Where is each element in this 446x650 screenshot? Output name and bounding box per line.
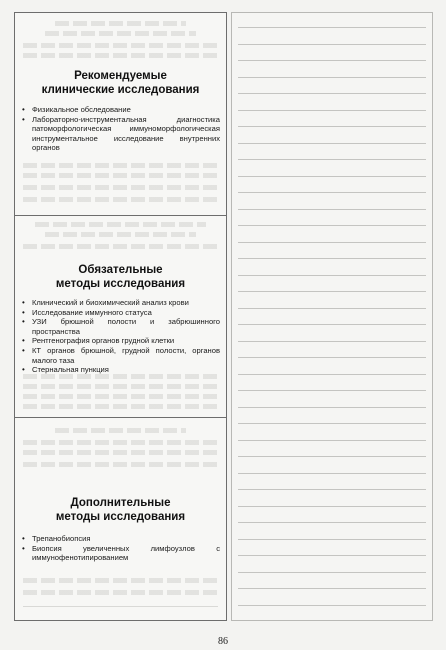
ruled-line: [238, 308, 426, 309]
show-through-text: [35, 222, 206, 227]
list-item: • Биопсия увеличенных лимфоузлов с иммунофенотипированием: [32, 544, 220, 563]
ruled-line: [238, 44, 426, 45]
ruled-line: [238, 324, 426, 325]
ruled-line: [238, 440, 426, 441]
show-through-text: [23, 43, 218, 48]
ruled-line: [238, 555, 426, 556]
list-item: • Трепанобиопсия: [32, 534, 220, 544]
ruled-line: [238, 341, 426, 342]
ruled-line: [238, 291, 426, 292]
list-item: • Стернальная пункция: [32, 365, 220, 375]
show-through-text: [23, 394, 218, 399]
ruled-line: [238, 374, 426, 375]
show-through-text: [23, 384, 218, 389]
ruled-line: [238, 473, 426, 474]
ruled-line: [238, 407, 426, 408]
ruled-line: [238, 423, 426, 424]
ruled-line: [238, 242, 426, 243]
ruled-line: [238, 572, 426, 573]
ruled-line: [238, 176, 426, 177]
card-title-line1: Рекомендуемые: [74, 70, 167, 82]
show-through-text: [23, 578, 218, 583]
card-recommended-clinical-studies: [15, 13, 226, 216]
ruled-line: [238, 192, 426, 193]
ruled-line: [238, 588, 426, 589]
card-list: [15, 298, 226, 375]
list-item: • УЗИ брюшной полости и забрюшинного пространства: [32, 317, 220, 336]
show-through-text: [45, 232, 196, 237]
ruled-line: [238, 506, 426, 507]
ruled-line: [238, 605, 426, 606]
card-title: [15, 496, 226, 524]
show-through-text: [23, 374, 218, 379]
show-through-heading: [232, 253, 432, 264]
ruled-line: [238, 209, 426, 210]
show-through-text: [23, 173, 218, 178]
show-through-text: [23, 462, 218, 467]
ruled-line: [238, 357, 426, 358]
card-list: [15, 105, 226, 153]
card-title-line2: методы исследования: [55, 278, 186, 290]
answer-ruled-column: [231, 12, 433, 621]
show-through-text: [55, 428, 186, 433]
card-title-line2: методы исследования: [55, 511, 186, 523]
card-title-line1: Дополнительные: [70, 497, 171, 509]
ruled-line: [238, 489, 426, 490]
ruled-line: [238, 77, 426, 78]
show-through-text: [23, 197, 218, 202]
page-number: 86: [218, 636, 228, 647]
show-through-text: [23, 440, 218, 445]
question-cards-column: [14, 12, 227, 621]
show-through-text: [23, 53, 218, 58]
list-item: • Лабораторно-инструментальная диагностика патоморфологическая иммуноморфологическая инструментальное исследование внутренних органов: [32, 115, 220, 153]
show-through-text: [23, 404, 218, 409]
show-through-text: [23, 244, 218, 249]
ruled-line: [238, 159, 426, 160]
list-item: • Физикальное обследование: [32, 105, 220, 115]
show-through-text: [23, 185, 218, 190]
ruled-line: [238, 539, 426, 540]
card-additional-methods: [15, 418, 226, 620]
card-title-line1: Обязательные: [78, 264, 163, 276]
list-item: • КТ органов брюшной, грудной полости, органов малого таза: [32, 346, 220, 365]
show-through-text: [23, 163, 218, 168]
ruled-line: [238, 390, 426, 391]
list-item: • Клинический и биохимический анализ крови: [32, 298, 220, 308]
ruled-line: [238, 93, 426, 94]
show-through-heading: [232, 55, 432, 66]
ruled-line: [238, 522, 426, 523]
card-list: [15, 534, 226, 563]
card-title: [15, 69, 226, 97]
ruled-line: [238, 275, 426, 276]
show-through-rule: [23, 606, 218, 607]
show-through-text: [45, 31, 196, 36]
show-through-heading: [232, 477, 432, 488]
show-through-text: [23, 450, 218, 455]
card-title: [15, 263, 226, 291]
ruled-line: [238, 126, 426, 127]
show-through-text: [23, 590, 218, 595]
show-through-text: [55, 21, 186, 26]
card-mandatory-methods: [15, 216, 226, 418]
card-title-line2: клинические исследования: [41, 84, 200, 96]
ruled-line: [238, 27, 426, 28]
list-item: • Исследование иммунного статуса: [32, 308, 220, 318]
list-item: • Рентгенография органов грудной клетки: [32, 336, 220, 346]
ruled-line: [238, 143, 426, 144]
ruled-line: [238, 225, 426, 226]
ruled-line: [238, 110, 426, 111]
ruled-line: [238, 456, 426, 457]
